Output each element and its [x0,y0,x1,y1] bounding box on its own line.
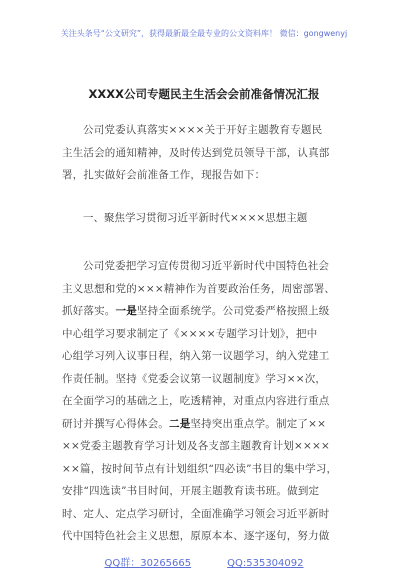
document-title: XXXX公司专题民主生活会会前准备情况汇报 [88,87,320,101]
body-text: 坚持突出重点学。制定了×× [190,417,327,430]
intro-line: 主生活会的通知精神，及时传达到党员领导干部，认真部 [62,146,330,159]
body-line: ××篇，按时间节点有计划组织“四必读”书目的集中学习， [62,462,338,475]
body-text: 抓好落实。 [62,305,116,317]
body-line: 作责任制。坚持《党委会议第一议题制度》学习××次， [62,372,327,385]
body-line: 在全面学习的基础之上，吃透精神，对重点内容进行重点 [62,395,330,407]
body-line: 安排“四选读”书目时间，开展主题教育读书班。做到定 [62,485,320,497]
body-text: 坚持全面系统学。公司党委严格按照上级 [136,305,330,317]
intro-line: 署，扎实做好会前准备工作，现报告如下： [62,169,266,181]
header-banner: 关注头条号“公文研究”，获得最新最全最专业的公文资料库！ 微信：gongwenyj [60,29,348,38]
body-line: 代中国特色社会主义思想，原原本本、逐字逐句，努力做 [62,530,330,542]
body-line: 主义思想和党的×××精神作为首要政治任务，周密部署、 [62,282,336,295]
body-line [62,413,345,436]
body-line [62,300,345,323]
emphasis-second: 二是 [169,417,191,430]
body-line: ××党委主题教育学习计划及各支部主题教育计划×××× [62,440,330,452]
body-line: 心组学习列入议事日程，纳入第一议题学习，纳入党建工 [62,350,330,362]
body-line: 中心组学习要求制定了《××××专题学习计划》，把中 [62,327,318,340]
section-heading: 一、聚焦学习贯彻习近平新时代××××思想主题 [83,212,308,224]
body-line: 时、定人、定点学习研讨，全面准确学习领会习近平新时 [62,507,330,520]
intro-line: 公司党委认真落实××××关于开好主题教育专题民 [83,124,323,136]
emphasis-first: 一是 [115,305,137,317]
body-text: 研讨并撰写心得体会。 [62,417,169,430]
qq-link[interactable]: QQ:535304092 [227,558,304,569]
footer [0,554,408,569]
body-paragraph [62,255,345,548]
intro-paragraph [62,119,345,187]
body-line: 公司党委把学习宣传贯彻习近平新时代中国特色社会 [83,260,330,272]
qq-group-link[interactable]: QQ群：30265665 [104,558,192,569]
